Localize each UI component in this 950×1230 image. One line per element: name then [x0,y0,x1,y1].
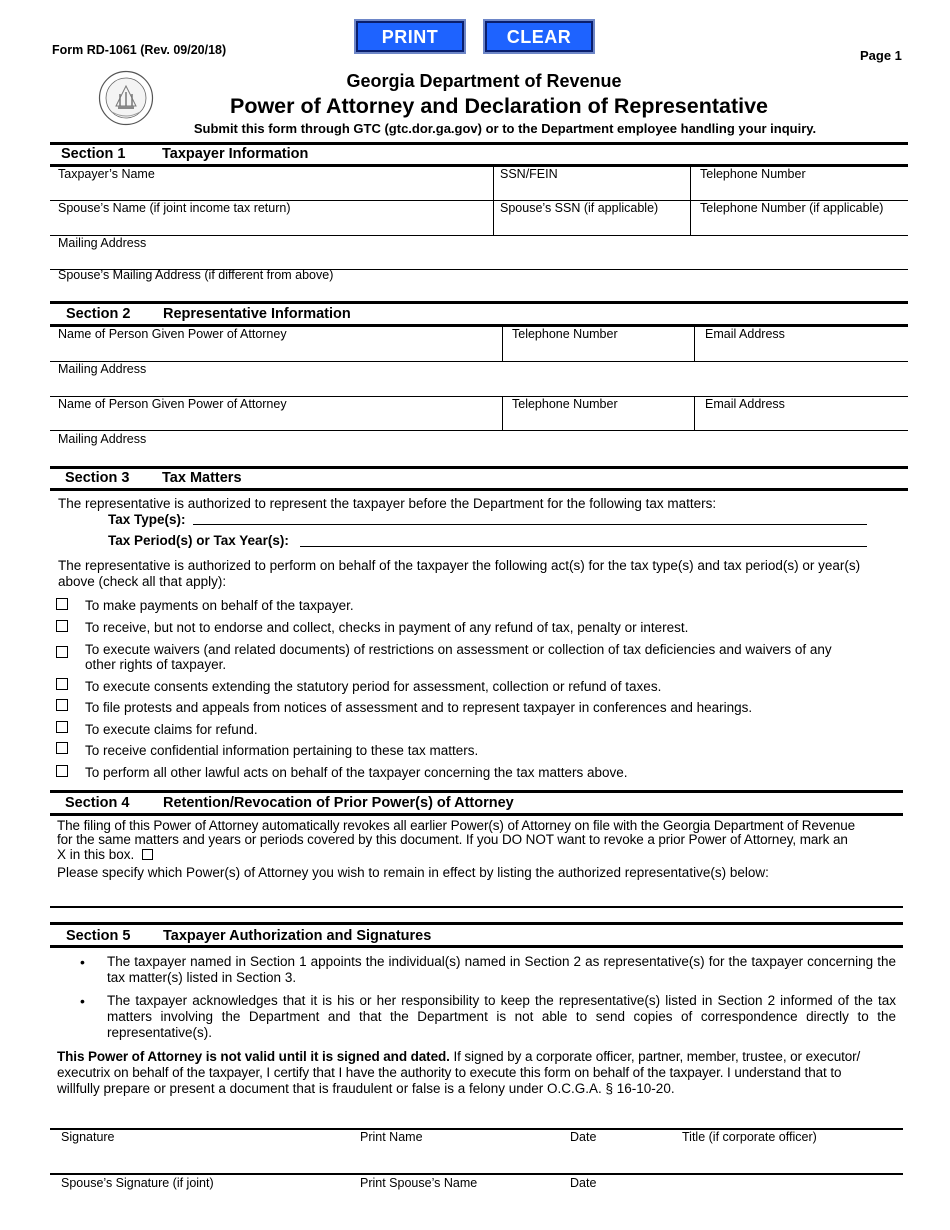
specify-retained-poa: Please specify which Power(s) of Attorney you wish to remain in effect by listing the authorized representative(s) below: [57,865,769,880]
spouse-date-field[interactable]: Date [570,1176,597,1190]
s1-row-rule-2 [50,235,908,236]
act-label-confidential: To receive confidential information pertaining to these tax matters. [85,743,479,758]
section4-header-rule [50,813,903,816]
signature-field[interactable]: Signature [61,1130,115,1144]
officer-title-field[interactable]: Title (if corporate officer) [682,1130,817,1144]
form-title: Power of Attorney and Declaration of Representative [229,94,768,118]
act-checkbox-claims[interactable] [56,721,68,733]
section3-number: Section 3 [65,470,130,486]
rep1-mailing-field[interactable]: Mailing Address [58,362,147,376]
section3-title: Tax Matters [162,470,242,486]
revocation-line3: X in this box. [57,847,135,862]
rep2-email-field[interactable]: Email Address [705,397,785,411]
s2-row-rule-1 [50,361,908,362]
act-label-waivers-cont: other rights of taxpayer. [85,657,227,672]
tax-periods-label: Tax Period(s) or Tax Year(s): [108,533,289,548]
section2-number: Section 2 [66,306,131,322]
revocation-line1: The filing of this Power of Attorney automatically revokes all earlier Power(s) of Attorney on file with the Georgia Department of Revenue [57,818,856,833]
page-number: Page 1 [860,48,902,63]
taxpayer-name-field[interactable]: Taxpayer’s Name [58,167,155,181]
section5-title: Taxpayer Authorization and Signatures [163,928,432,944]
act-label-payments: To make payments on behalf of the taxpayer. [85,598,354,613]
spouse-signature-line [50,1173,903,1175]
validity-line3: willfully prepare or present a document that is fraudulent or false is a felony under O.C.G.A. § 16-10-20. [57,1081,675,1096]
mailing-address-field[interactable]: Mailing Address [58,236,147,250]
spouse-name-field[interactable]: Spouse’s Name (if joint income tax return) [58,201,291,215]
spouse-mailing-address-field[interactable]: Spouse’s Mailing Address (if different from above) [58,268,334,282]
acts-intro-line2: above (check all that apply): [58,574,227,589]
spouse-ssn-field[interactable]: Spouse’s SSN (if applicable) [500,201,659,215]
section4-number: Section 4 [65,795,130,811]
s2-col-divider-4 [694,396,695,431]
ssn-fein-field[interactable]: SSN/FEIN [500,167,558,181]
act-label-claims: To execute claims for refund. [85,722,258,737]
act-label-other-acts: To perform all other lawful acts on behalf of the taxpayer concerning the tax matters above. [85,765,628,780]
validity-line2: executrix on behalf of the taxpayer, I certify that I have the authority to execute this form on behalf of the taxpayer. I understand that to [57,1065,842,1080]
section1-top-rule [50,142,908,145]
s2-col-divider-1 [502,326,503,362]
revocation-line2: for the same matters and years or periods covered by this document. If you DO NOT want to revoke a prior Power of Attorney, mark an [57,832,848,847]
tax-types-label: Tax Type(s): [108,512,186,527]
act-label-protests: To file protests and appeals from notices of assessment and to represent taxpayer in conferences and hearings. [85,700,753,715]
s2-row-rule-3 [50,430,908,431]
print-name-field[interactable]: Print Name [360,1130,423,1144]
section1-title: Taxpayer Information [162,146,309,162]
s2-col-divider-2 [694,326,695,362]
validity-line1 [57,1049,860,1064]
s2-col-divider-3 [502,396,503,431]
validity-bold: This Power of Attorney is not valid until it is signed and dated. [57,1049,450,1064]
act-label-receive-checks: To receive, but not to endorse and collect, checks in payment of any refund of tax, penalty or interest. [85,620,689,635]
acts-intro-line1: The representative is authorized to perform on behalf of the taxpayer the following act(s) for the tax type(s) and tax period(s) or year(s) [58,558,861,573]
section2-top-rule [50,301,908,304]
authorization-bullet-2: The taxpayer acknowledges that it is his or her responsibility to keep the representative(s) listed in Section 2 informed of the tax matters involving the Department and that the Department is not able to send copies of correspondence directly to the representative(s). [107,993,896,1040]
act-checkbox-consents[interactable] [56,678,68,690]
section5-top-rule [50,922,903,925]
spouse-signature-field[interactable]: Spouse’s Signature (if joint) [61,1176,214,1190]
tax-periods-input[interactable] [300,546,867,547]
act-checkbox-waivers[interactable] [56,646,68,658]
tax-matters-intro: The representative is authorized to represent the taxpayer before the Department for the following tax matters: [58,496,717,511]
section4-top-rule [50,790,903,793]
section3-top-rule [50,466,908,469]
rep1-email-field[interactable]: Email Address [705,327,785,341]
act-label-consents: To execute consents extending the statutory period for assessment, collection or refund of taxes. [85,679,662,694]
tax-types-input[interactable] [193,524,867,525]
rep1-phone-field[interactable]: Telephone Number [512,327,618,341]
rep2-mailing-field[interactable]: Mailing Address [58,432,147,446]
clear-button[interactable]: CLEAR [485,21,593,52]
telephone-field[interactable]: Telephone Number [700,167,806,181]
retained-poa-input-line[interactable] [50,906,903,908]
section5-number: Section 5 [66,928,131,944]
retain-prior-poa-checkbox[interactable] [142,849,153,860]
department-name: Georgia Department of Revenue [346,71,622,91]
bullet-2-icon: • [80,993,85,1009]
spouse-telephone-field[interactable]: Telephone Number (if applicable) [700,201,884,215]
act-checkbox-confidential[interactable] [56,742,68,754]
authorization-bullet-1: The taxpayer named in Section 1 appoints the individual(s) named in Section 2 as representative(s) for the taxpayer concerning the tax matter(s) listed in Section 3. [107,954,896,985]
form-id: Form RD-1061 (Rev. 09/20/18) [52,43,227,57]
act-label-waivers: To execute waivers (and related documents) of restrictions on assessment or collection of tax deficiencies and waivers of any [85,642,832,657]
act-checkbox-other-acts[interactable] [56,765,68,777]
rep2-phone-field[interactable]: Telephone Number [512,397,618,411]
section1-number: Section 1 [61,146,126,162]
section2-title: Representative Information [163,306,351,322]
act-checkbox-payments[interactable] [56,598,68,610]
act-checkbox-protests[interactable] [56,699,68,711]
rep1-name-field[interactable]: Name of Person Given Power of Attorney [58,327,287,341]
bullet-1-icon: • [80,954,85,970]
print-button[interactable]: PRINT [356,21,464,52]
date-field[interactable]: Date [570,1130,597,1144]
section4-title: Retention/Revocation of Prior Power(s) of Attorney [163,795,514,811]
act-checkbox-receive-checks[interactable] [56,620,68,632]
section3-header-rule [50,488,908,491]
section5-header-rule [50,945,903,948]
rep2-name-field[interactable]: Name of Person Given Power of Attorney [58,397,287,411]
print-spouse-name-field[interactable]: Print Spouse’s Name [360,1176,478,1190]
validity-line1-rest: If signed by a corporate officer, partner, member, trustee, or executor/ [449,1049,861,1064]
submit-note: Submit this form through GTC (gtc.dor.ga.gov) or to the Department employee handling your inquiry. [193,121,817,136]
